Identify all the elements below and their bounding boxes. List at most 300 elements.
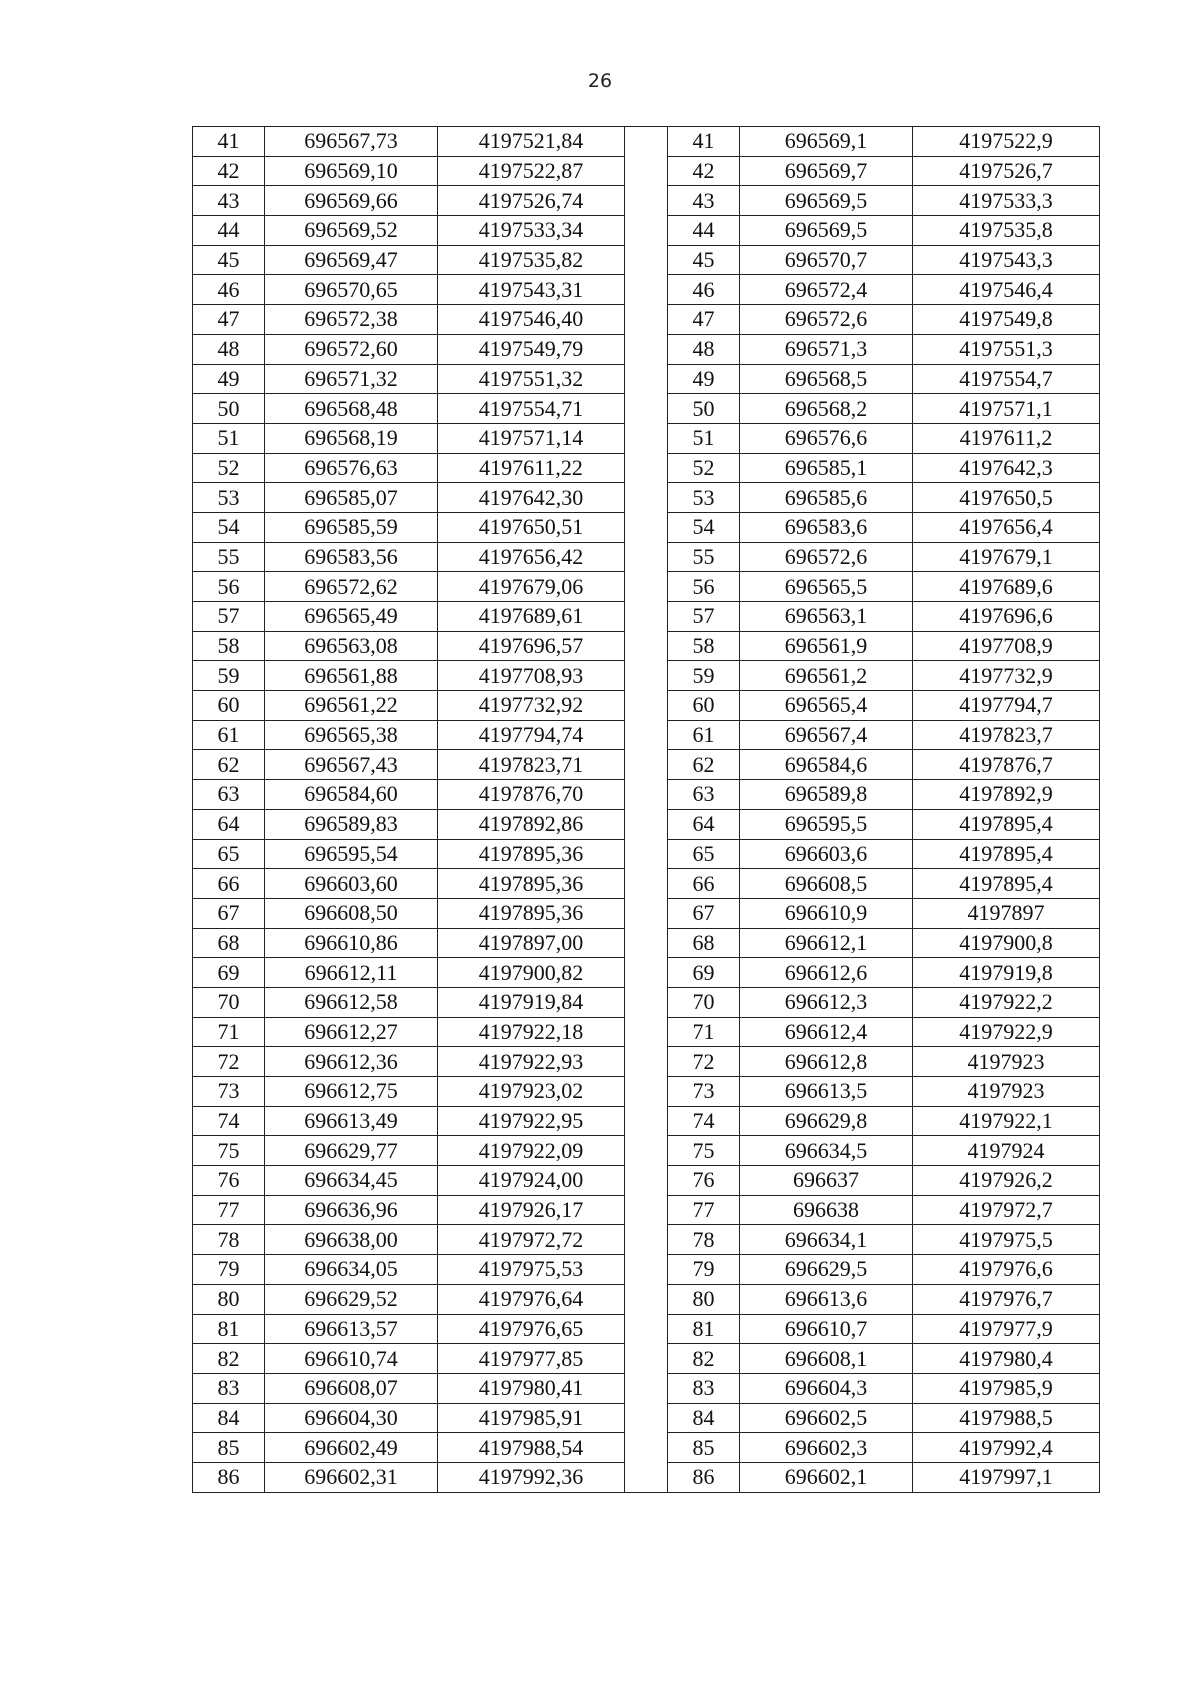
right-x-coordinate: 696569,7: [740, 156, 913, 186]
column-gap: [625, 186, 668, 216]
left-y-coordinate: 4197535,82: [438, 245, 625, 275]
right-x-coordinate: 696629,5: [740, 1255, 913, 1285]
right-x-coordinate: 696565,4: [740, 691, 913, 721]
column-gap: [625, 631, 668, 661]
right-point-number: 82: [668, 1344, 740, 1374]
right-point-number: 46: [668, 275, 740, 305]
left-y-coordinate: 4197895,36: [438, 898, 625, 928]
left-y-coordinate: 4197611,22: [438, 453, 625, 483]
left-point-number: 79: [193, 1255, 265, 1285]
table-row: [193, 1166, 1100, 1196]
right-y-coordinate: 4197895,4: [913, 839, 1100, 869]
table-row: [193, 364, 1100, 394]
table-row: [193, 1255, 1100, 1285]
column-gap: [625, 720, 668, 750]
right-y-coordinate: 4197554,7: [913, 364, 1100, 394]
right-x-coordinate: 696561,9: [740, 631, 913, 661]
right-y-coordinate: 4197977,9: [913, 1314, 1100, 1344]
left-y-coordinate: 4197533,34: [438, 216, 625, 246]
left-x-coordinate: 696613,57: [265, 1314, 438, 1344]
right-point-number: 79: [668, 1255, 740, 1285]
column-gap: [625, 1195, 668, 1225]
right-x-coordinate: 696612,8: [740, 1047, 913, 1077]
left-y-coordinate: 4197926,17: [438, 1195, 625, 1225]
coordinates-table: [192, 126, 1100, 1493]
right-y-coordinate: 4197919,8: [913, 958, 1100, 988]
right-point-number: 52: [668, 453, 740, 483]
right-x-coordinate: 696561,2: [740, 661, 913, 691]
table-row: [193, 1373, 1100, 1403]
left-y-coordinate: 4197985,91: [438, 1403, 625, 1433]
column-gap: [625, 275, 668, 305]
table-row: [193, 1433, 1100, 1463]
right-x-coordinate: 696612,3: [740, 987, 913, 1017]
table-row: [193, 305, 1100, 335]
left-y-coordinate: 4197897,00: [438, 928, 625, 958]
left-y-coordinate: 4197900,82: [438, 958, 625, 988]
right-x-coordinate: 696569,5: [740, 216, 913, 246]
left-x-coordinate: 696572,38: [265, 305, 438, 335]
right-point-number: 78: [668, 1225, 740, 1255]
left-point-number: 67: [193, 898, 265, 928]
right-y-coordinate: 4197897: [913, 898, 1100, 928]
column-gap: [625, 1136, 668, 1166]
column-gap: [625, 1314, 668, 1344]
table-row: [193, 334, 1100, 364]
right-point-number: 64: [668, 809, 740, 839]
left-y-coordinate: 4197922,18: [438, 1017, 625, 1047]
left-y-coordinate: 4197923,02: [438, 1077, 625, 1107]
left-y-coordinate: 4197679,06: [438, 572, 625, 602]
left-x-coordinate: 696572,60: [265, 334, 438, 364]
left-y-coordinate: 4197992,36: [438, 1462, 625, 1492]
left-x-coordinate: 696612,36: [265, 1047, 438, 1077]
right-y-coordinate: 4197535,8: [913, 216, 1100, 246]
right-y-coordinate: 4197992,4: [913, 1433, 1100, 1463]
table-row: [193, 720, 1100, 750]
left-x-coordinate: 696583,56: [265, 542, 438, 572]
right-point-number: 51: [668, 423, 740, 453]
table-row: [193, 394, 1100, 424]
table-row: [193, 512, 1100, 542]
right-y-coordinate: 4197900,8: [913, 928, 1100, 958]
right-x-coordinate: 696612,6: [740, 958, 913, 988]
table-row: [193, 1314, 1100, 1344]
column-gap: [625, 1462, 668, 1492]
left-point-number: 49: [193, 364, 265, 394]
right-x-coordinate: 696602,3: [740, 1433, 913, 1463]
right-point-number: 45: [668, 245, 740, 275]
right-x-coordinate: 696603,6: [740, 839, 913, 869]
right-x-coordinate: 696612,1: [740, 928, 913, 958]
right-y-coordinate: 4197696,6: [913, 602, 1100, 632]
right-y-coordinate: 4197650,5: [913, 483, 1100, 513]
column-gap: [625, 1284, 668, 1314]
right-y-coordinate: 4197732,9: [913, 661, 1100, 691]
right-point-number: 44: [668, 216, 740, 246]
right-point-number: 50: [668, 394, 740, 424]
right-y-coordinate: 4197549,8: [913, 305, 1100, 335]
right-y-coordinate: 4197551,3: [913, 334, 1100, 364]
right-x-coordinate: 696613,5: [740, 1077, 913, 1107]
left-x-coordinate: 696584,60: [265, 780, 438, 810]
right-x-coordinate: 696568,5: [740, 364, 913, 394]
left-point-number: 76: [193, 1166, 265, 1196]
column-gap: [625, 869, 668, 899]
column-gap: [625, 661, 668, 691]
table-row: [193, 928, 1100, 958]
left-point-number: 85: [193, 1433, 265, 1463]
left-x-coordinate: 696569,10: [265, 156, 438, 186]
right-y-coordinate: 4197571,1: [913, 394, 1100, 424]
right-y-coordinate: 4197679,1: [913, 542, 1100, 572]
left-x-coordinate: 696569,52: [265, 216, 438, 246]
column-gap: [625, 958, 668, 988]
left-x-coordinate: 696589,83: [265, 809, 438, 839]
table-row: [193, 453, 1100, 483]
right-y-coordinate: 4197611,2: [913, 423, 1100, 453]
right-point-number: 72: [668, 1047, 740, 1077]
left-point-number: 43: [193, 186, 265, 216]
left-point-number: 74: [193, 1106, 265, 1136]
left-point-number: 55: [193, 542, 265, 572]
table-row: [193, 631, 1100, 661]
left-y-coordinate: 4197976,65: [438, 1314, 625, 1344]
left-x-coordinate: 696629,52: [265, 1284, 438, 1314]
right-point-number: 69: [668, 958, 740, 988]
right-y-coordinate: 4197975,5: [913, 1225, 1100, 1255]
right-x-coordinate: 696570,7: [740, 245, 913, 275]
left-y-coordinate: 4197976,64: [438, 1284, 625, 1314]
column-gap: [625, 483, 668, 513]
table-row: [193, 423, 1100, 453]
right-x-coordinate: 696602,1: [740, 1462, 913, 1492]
left-y-coordinate: 4197549,79: [438, 334, 625, 364]
right-x-coordinate: 696568,2: [740, 394, 913, 424]
left-point-number: 65: [193, 839, 265, 869]
table-row: [193, 483, 1100, 513]
right-x-coordinate: 696612,4: [740, 1017, 913, 1047]
left-x-coordinate: 696629,77: [265, 1136, 438, 1166]
left-point-number: 86: [193, 1462, 265, 1492]
left-point-number: 60: [193, 691, 265, 721]
table-row: [193, 1225, 1100, 1255]
right-y-coordinate: 4197823,7: [913, 720, 1100, 750]
left-point-number: 84: [193, 1403, 265, 1433]
right-x-coordinate: 696608,5: [740, 869, 913, 899]
left-x-coordinate: 696634,05: [265, 1255, 438, 1285]
column-gap: [625, 1106, 668, 1136]
right-x-coordinate: 696563,1: [740, 602, 913, 632]
left-y-coordinate: 4197708,93: [438, 661, 625, 691]
right-x-coordinate: 696572,6: [740, 305, 913, 335]
left-point-number: 46: [193, 275, 265, 305]
left-x-coordinate: 696638,00: [265, 1225, 438, 1255]
left-point-number: 62: [193, 750, 265, 780]
column-gap: [625, 127, 668, 157]
column-gap: [625, 839, 668, 869]
coordinates-table-body: [193, 127, 1100, 1493]
right-point-number: 55: [668, 542, 740, 572]
table-row: [193, 898, 1100, 928]
left-y-coordinate: 4197892,86: [438, 809, 625, 839]
left-y-coordinate: 4197696,57: [438, 631, 625, 661]
left-point-number: 53: [193, 483, 265, 513]
column-gap: [625, 1225, 668, 1255]
left-point-number: 52: [193, 453, 265, 483]
table-row: [193, 1462, 1100, 1492]
left-x-coordinate: 696602,31: [265, 1462, 438, 1492]
left-x-coordinate: 696612,11: [265, 958, 438, 988]
table-row: [193, 1106, 1100, 1136]
left-x-coordinate: 696610,86: [265, 928, 438, 958]
left-point-number: 48: [193, 334, 265, 364]
right-x-coordinate: 696604,3: [740, 1373, 913, 1403]
right-y-coordinate: 4197543,3: [913, 245, 1100, 275]
left-x-coordinate: 696569,66: [265, 186, 438, 216]
right-x-coordinate: 696610,7: [740, 1314, 913, 1344]
left-x-coordinate: 696636,96: [265, 1195, 438, 1225]
column-gap: [625, 245, 668, 275]
left-x-coordinate: 696565,38: [265, 720, 438, 750]
left-x-coordinate: 696567,73: [265, 127, 438, 157]
left-point-number: 70: [193, 987, 265, 1017]
left-point-number: 80: [193, 1284, 265, 1314]
right-point-number: 80: [668, 1284, 740, 1314]
right-point-number: 48: [668, 334, 740, 364]
right-y-coordinate: 4197985,9: [913, 1373, 1100, 1403]
left-y-coordinate: 4197689,61: [438, 602, 625, 632]
table-row: [193, 1403, 1100, 1433]
left-y-coordinate: 4197922,09: [438, 1136, 625, 1166]
left-point-number: 63: [193, 780, 265, 810]
left-y-coordinate: 4197919,84: [438, 987, 625, 1017]
right-x-coordinate: 696589,8: [740, 780, 913, 810]
table-row: [193, 661, 1100, 691]
right-y-coordinate: 4197972,7: [913, 1195, 1100, 1225]
column-gap: [625, 216, 668, 246]
right-point-number: 77: [668, 1195, 740, 1225]
right-x-coordinate: 696613,6: [740, 1284, 913, 1314]
right-x-coordinate: 696608,1: [740, 1344, 913, 1374]
right-y-coordinate: 4197708,9: [913, 631, 1100, 661]
table-row: [193, 1344, 1100, 1374]
left-x-coordinate: 696571,32: [265, 364, 438, 394]
page-number: 26: [587, 70, 613, 92]
right-point-number: 74: [668, 1106, 740, 1136]
right-point-number: 73: [668, 1077, 740, 1107]
left-point-number: 71: [193, 1017, 265, 1047]
right-y-coordinate: 4197922,2: [913, 987, 1100, 1017]
right-point-number: 71: [668, 1017, 740, 1047]
left-y-coordinate: 4197988,54: [438, 1433, 625, 1463]
right-point-number: 67: [668, 898, 740, 928]
left-y-coordinate: 4197922,93: [438, 1047, 625, 1077]
column-gap: [625, 1403, 668, 1433]
left-point-number: 75: [193, 1136, 265, 1166]
table-row: [193, 275, 1100, 305]
right-y-coordinate: 4197546,4: [913, 275, 1100, 305]
left-x-coordinate: 696585,07: [265, 483, 438, 513]
column-gap: [625, 334, 668, 364]
right-x-coordinate: 696595,5: [740, 809, 913, 839]
column-gap: [625, 512, 668, 542]
right-x-coordinate: 696629,8: [740, 1106, 913, 1136]
left-point-number: 50: [193, 394, 265, 424]
right-y-coordinate: 4197923: [913, 1077, 1100, 1107]
right-y-coordinate: 4197876,7: [913, 750, 1100, 780]
table-row: [193, 572, 1100, 602]
table-row: [193, 245, 1100, 275]
table-row: [193, 216, 1100, 246]
table-row: [193, 1136, 1100, 1166]
right-point-number: 53: [668, 483, 740, 513]
left-y-coordinate: 4197551,32: [438, 364, 625, 394]
left-y-coordinate: 4197823,71: [438, 750, 625, 780]
right-point-number: 58: [668, 631, 740, 661]
left-x-coordinate: 696608,50: [265, 898, 438, 928]
left-x-coordinate: 696569,47: [265, 245, 438, 275]
left-y-coordinate: 4197895,36: [438, 839, 625, 869]
left-point-number: 69: [193, 958, 265, 988]
left-x-coordinate: 696561,22: [265, 691, 438, 721]
column-gap: [625, 364, 668, 394]
right-point-number: 68: [668, 928, 740, 958]
right-x-coordinate: 696576,6: [740, 423, 913, 453]
left-x-coordinate: 696634,45: [265, 1166, 438, 1196]
column-gap: [625, 928, 668, 958]
table-row: [193, 1047, 1100, 1077]
left-point-number: 83: [193, 1373, 265, 1403]
left-y-coordinate: 4197794,74: [438, 720, 625, 750]
right-point-number: 61: [668, 720, 740, 750]
right-point-number: 65: [668, 839, 740, 869]
right-y-coordinate: 4197526,7: [913, 156, 1100, 186]
right-y-coordinate: 4197656,4: [913, 512, 1100, 542]
table-row: [193, 750, 1100, 780]
table-row: [193, 156, 1100, 186]
left-x-coordinate: 696613,49: [265, 1106, 438, 1136]
left-y-coordinate: 4197521,84: [438, 127, 625, 157]
column-gap: [625, 780, 668, 810]
left-y-coordinate: 4197642,30: [438, 483, 625, 513]
left-y-coordinate: 4197526,74: [438, 186, 625, 216]
column-gap: [625, 453, 668, 483]
right-point-number: 43: [668, 186, 740, 216]
left-x-coordinate: 696610,74: [265, 1344, 438, 1374]
left-point-number: 78: [193, 1225, 265, 1255]
left-point-number: 82: [193, 1344, 265, 1374]
right-point-number: 54: [668, 512, 740, 542]
left-y-coordinate: 4197924,00: [438, 1166, 625, 1196]
right-point-number: 85: [668, 1433, 740, 1463]
left-point-number: 56: [193, 572, 265, 602]
right-y-coordinate: 4197976,7: [913, 1284, 1100, 1314]
left-y-coordinate: 4197980,41: [438, 1373, 625, 1403]
column-gap: [625, 423, 668, 453]
left-x-coordinate: 696567,43: [265, 750, 438, 780]
table-row: [193, 691, 1100, 721]
left-y-coordinate: 4197571,14: [438, 423, 625, 453]
right-x-coordinate: 696585,1: [740, 453, 913, 483]
right-y-coordinate: 4197689,6: [913, 572, 1100, 602]
left-y-coordinate: 4197876,70: [438, 780, 625, 810]
left-point-number: 73: [193, 1077, 265, 1107]
right-x-coordinate: 696571,3: [740, 334, 913, 364]
left-x-coordinate: 696595,54: [265, 839, 438, 869]
right-y-coordinate: 4197923: [913, 1047, 1100, 1077]
right-point-number: 59: [668, 661, 740, 691]
left-point-number: 81: [193, 1314, 265, 1344]
right-point-number: 41: [668, 127, 740, 157]
table-row: [193, 1017, 1100, 1047]
table-row: [193, 542, 1100, 572]
table-row: [193, 869, 1100, 899]
right-point-number: 47: [668, 305, 740, 335]
right-y-coordinate: 4197924: [913, 1136, 1100, 1166]
left-x-coordinate: 696572,62: [265, 572, 438, 602]
left-y-coordinate: 4197922,95: [438, 1106, 625, 1136]
left-y-coordinate: 4197895,36: [438, 869, 625, 899]
column-gap: [625, 809, 668, 839]
left-point-number: 77: [193, 1195, 265, 1225]
right-x-coordinate: 696584,6: [740, 750, 913, 780]
right-x-coordinate: 696637: [740, 1166, 913, 1196]
right-point-number: 57: [668, 602, 740, 632]
left-point-number: 66: [193, 869, 265, 899]
right-point-number: 49: [668, 364, 740, 394]
right-x-coordinate: 696572,4: [740, 275, 913, 305]
right-x-coordinate: 696602,5: [740, 1403, 913, 1433]
table-row: [193, 809, 1100, 839]
right-point-number: 83: [668, 1373, 740, 1403]
table-row: [193, 780, 1100, 810]
right-y-coordinate: 4197892,9: [913, 780, 1100, 810]
right-y-coordinate: 4197976,6: [913, 1255, 1100, 1285]
right-point-number: 60: [668, 691, 740, 721]
right-y-coordinate: 4197642,3: [913, 453, 1100, 483]
left-x-coordinate: 696608,07: [265, 1373, 438, 1403]
column-gap: [625, 898, 668, 928]
left-y-coordinate: 4197656,42: [438, 542, 625, 572]
right-point-number: 75: [668, 1136, 740, 1166]
right-x-coordinate: 696565,5: [740, 572, 913, 602]
column-gap: [625, 987, 668, 1017]
table-row: [193, 987, 1100, 1017]
left-y-coordinate: 4197522,87: [438, 156, 625, 186]
right-x-coordinate: 696572,6: [740, 542, 913, 572]
right-point-number: 70: [668, 987, 740, 1017]
table-row: [193, 1284, 1100, 1314]
right-x-coordinate: 696585,6: [740, 483, 913, 513]
table-row: [193, 186, 1100, 216]
left-x-coordinate: 696563,08: [265, 631, 438, 661]
column-gap: [625, 750, 668, 780]
left-y-coordinate: 4197975,53: [438, 1255, 625, 1285]
right-x-coordinate: 696569,5: [740, 186, 913, 216]
right-point-number: 76: [668, 1166, 740, 1196]
left-point-number: 68: [193, 928, 265, 958]
right-y-coordinate: 4197922,9: [913, 1017, 1100, 1047]
left-x-coordinate: 696602,49: [265, 1433, 438, 1463]
left-point-number: 54: [193, 512, 265, 542]
column-gap: [625, 602, 668, 632]
left-point-number: 64: [193, 809, 265, 839]
column-gap: [625, 1077, 668, 1107]
right-point-number: 62: [668, 750, 740, 780]
left-y-coordinate: 4197546,40: [438, 305, 625, 335]
right-y-coordinate: 4197997,1: [913, 1462, 1100, 1492]
